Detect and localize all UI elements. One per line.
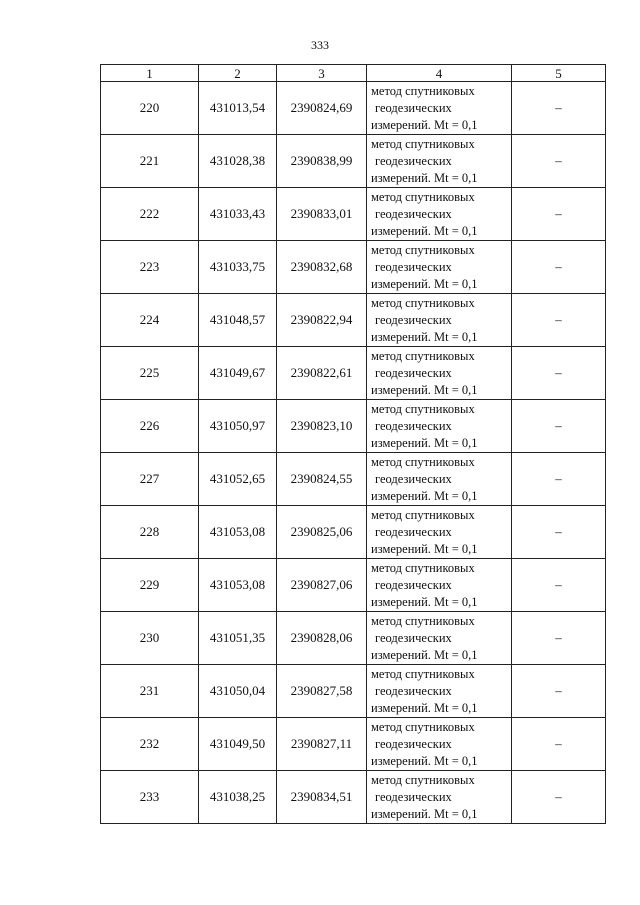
note-cell: – [512, 718, 606, 771]
point-number-cell: 232 [101, 718, 199, 771]
method-cell [367, 188, 512, 241]
x-coordinate-cell: 431050,04 [199, 665, 277, 718]
point-number-cell: 226 [101, 400, 199, 453]
method-line: измерений. Mt = 0,1 [371, 541, 478, 556]
point-number-cell: 222 [101, 188, 199, 241]
table-row [101, 188, 606, 241]
method-line: измерений. Mt = 0,1 [371, 435, 478, 450]
note-cell: – [512, 771, 606, 824]
note-cell: – [512, 135, 606, 188]
method-cell [367, 135, 512, 188]
y-coordinate-cell: 2390827,06 [277, 559, 367, 612]
method-line: метод спутниковых [371, 136, 475, 151]
point-number-cell: 228 [101, 506, 199, 559]
page-number: 333 [311, 38, 329, 52]
method-line: геодезических [375, 153, 452, 168]
column-header: 3 [277, 65, 367, 82]
method-line: измерений. Mt = 0,1 [371, 382, 478, 397]
method-line: метод спутниковых [371, 242, 475, 257]
method-line: геодезических [375, 683, 452, 698]
method-line: метод спутниковых [371, 83, 475, 98]
note-cell: – [512, 612, 606, 665]
column-header: 2 [199, 65, 277, 82]
method-line: измерений. Mt = 0,1 [371, 806, 478, 821]
method-cell [367, 612, 512, 665]
method-cell [367, 771, 512, 824]
method-line: измерений. Mt = 0,1 [371, 488, 478, 503]
table-row [101, 612, 606, 665]
note-cell: – [512, 506, 606, 559]
x-coordinate-cell: 431048,57 [199, 294, 277, 347]
point-number-cell: 223 [101, 241, 199, 294]
note-cell: – [512, 665, 606, 718]
y-coordinate-cell: 2390827,58 [277, 665, 367, 718]
point-number-cell: 230 [101, 612, 199, 665]
x-coordinate-cell: 431050,97 [199, 400, 277, 453]
note-cell: – [512, 82, 606, 135]
table-row [101, 294, 606, 347]
y-coordinate-cell: 2390825,06 [277, 506, 367, 559]
method-cell [367, 718, 512, 771]
column-header: 1 [101, 65, 199, 82]
table-row [101, 506, 606, 559]
table-row [101, 453, 606, 506]
method-line: метод спутниковых [371, 454, 475, 469]
method-cell [367, 82, 512, 135]
x-coordinate-cell: 431033,43 [199, 188, 277, 241]
x-coordinate-cell: 431033,75 [199, 241, 277, 294]
table-body [101, 82, 606, 824]
column-header: 5 [512, 65, 606, 82]
method-cell [367, 506, 512, 559]
point-number-cell: 224 [101, 294, 199, 347]
x-coordinate-cell: 431049,67 [199, 347, 277, 400]
note-cell: – [512, 559, 606, 612]
method-cell [367, 347, 512, 400]
y-coordinate-cell: 2390824,55 [277, 453, 367, 506]
method-cell [367, 241, 512, 294]
x-coordinate-cell: 431028,38 [199, 135, 277, 188]
coordinates-table [100, 64, 606, 824]
method-cell [367, 294, 512, 347]
method-line: измерений. Mt = 0,1 [371, 647, 478, 662]
method-line: геодезических [375, 471, 452, 486]
y-coordinate-cell: 2390832,68 [277, 241, 367, 294]
method-cell [367, 665, 512, 718]
method-line: геодезических [375, 577, 452, 592]
method-line: измерений. Mt = 0,1 [371, 276, 478, 291]
point-number-cell: 231 [101, 665, 199, 718]
method-line: геодезических [375, 365, 452, 380]
method-line: метод спутниковых [371, 719, 475, 734]
method-line: геодезических [375, 206, 452, 221]
point-number-cell: 220 [101, 82, 199, 135]
y-coordinate-cell: 2390823,10 [277, 400, 367, 453]
method-line: измерений. Mt = 0,1 [371, 329, 478, 344]
point-number-cell: 233 [101, 771, 199, 824]
point-number-cell: 225 [101, 347, 199, 400]
method-cell [367, 400, 512, 453]
method-line: метод спутниковых [371, 507, 475, 522]
method-line: геодезических [375, 789, 452, 804]
table-row [101, 718, 606, 771]
note-cell: – [512, 294, 606, 347]
table-row [101, 665, 606, 718]
y-coordinate-cell: 2390828,06 [277, 612, 367, 665]
column-header: 4 [367, 65, 512, 82]
y-coordinate-cell: 2390834,51 [277, 771, 367, 824]
method-line: метод спутниковых [371, 613, 475, 628]
note-cell: – [512, 400, 606, 453]
method-line: метод спутниковых [371, 560, 475, 575]
x-coordinate-cell: 431053,08 [199, 559, 277, 612]
method-line: геодезических [375, 312, 452, 327]
x-coordinate-cell: 431038,25 [199, 771, 277, 824]
method-line: геодезических [375, 418, 452, 433]
method-line: метод спутниковых [371, 189, 475, 204]
y-coordinate-cell: 2390822,61 [277, 347, 367, 400]
method-line: геодезических [375, 259, 452, 274]
method-line: измерений. Mt = 0,1 [371, 170, 478, 185]
table-row [101, 559, 606, 612]
table-row [101, 771, 606, 824]
method-line: метод спутниковых [371, 348, 475, 363]
method-line: геодезических [375, 100, 452, 115]
y-coordinate-cell: 2390838,99 [277, 135, 367, 188]
y-coordinate-cell: 2390827,11 [277, 718, 367, 771]
method-line: измерений. Mt = 0,1 [371, 753, 478, 768]
point-number-cell: 221 [101, 135, 199, 188]
method-line: измерений. Mt = 0,1 [371, 117, 478, 132]
table-row [101, 400, 606, 453]
table-row [101, 241, 606, 294]
point-number-cell: 227 [101, 453, 199, 506]
x-coordinate-cell: 431052,65 [199, 453, 277, 506]
method-line: геодезических [375, 630, 452, 645]
x-coordinate-cell: 431049,50 [199, 718, 277, 771]
method-line: метод спутниковых [371, 772, 475, 787]
method-line: геодезических [375, 524, 452, 539]
y-coordinate-cell: 2390833,01 [277, 188, 367, 241]
method-line: метод спутниковых [371, 401, 475, 416]
method-line: метод спутниковых [371, 295, 475, 310]
method-line: геодезических [375, 736, 452, 751]
note-cell: – [512, 241, 606, 294]
table-row [101, 82, 606, 135]
note-cell: – [512, 347, 606, 400]
table-row [101, 347, 606, 400]
table-row [101, 135, 606, 188]
x-coordinate-cell: 431013,54 [199, 82, 277, 135]
note-cell: – [512, 453, 606, 506]
method-line: измерений. Mt = 0,1 [371, 594, 478, 609]
method-cell [367, 559, 512, 612]
y-coordinate-cell: 2390822,94 [277, 294, 367, 347]
method-line: измерений. Mt = 0,1 [371, 700, 478, 715]
note-cell: – [512, 188, 606, 241]
point-number-cell: 229 [101, 559, 199, 612]
method-line: метод спутниковых [371, 666, 475, 681]
method-line: измерений. Mt = 0,1 [371, 223, 478, 238]
x-coordinate-cell: 431053,08 [199, 506, 277, 559]
x-coordinate-cell: 431051,35 [199, 612, 277, 665]
y-coordinate-cell: 2390824,69 [277, 82, 367, 135]
method-cell [367, 453, 512, 506]
table-header-row [101, 65, 606, 82]
